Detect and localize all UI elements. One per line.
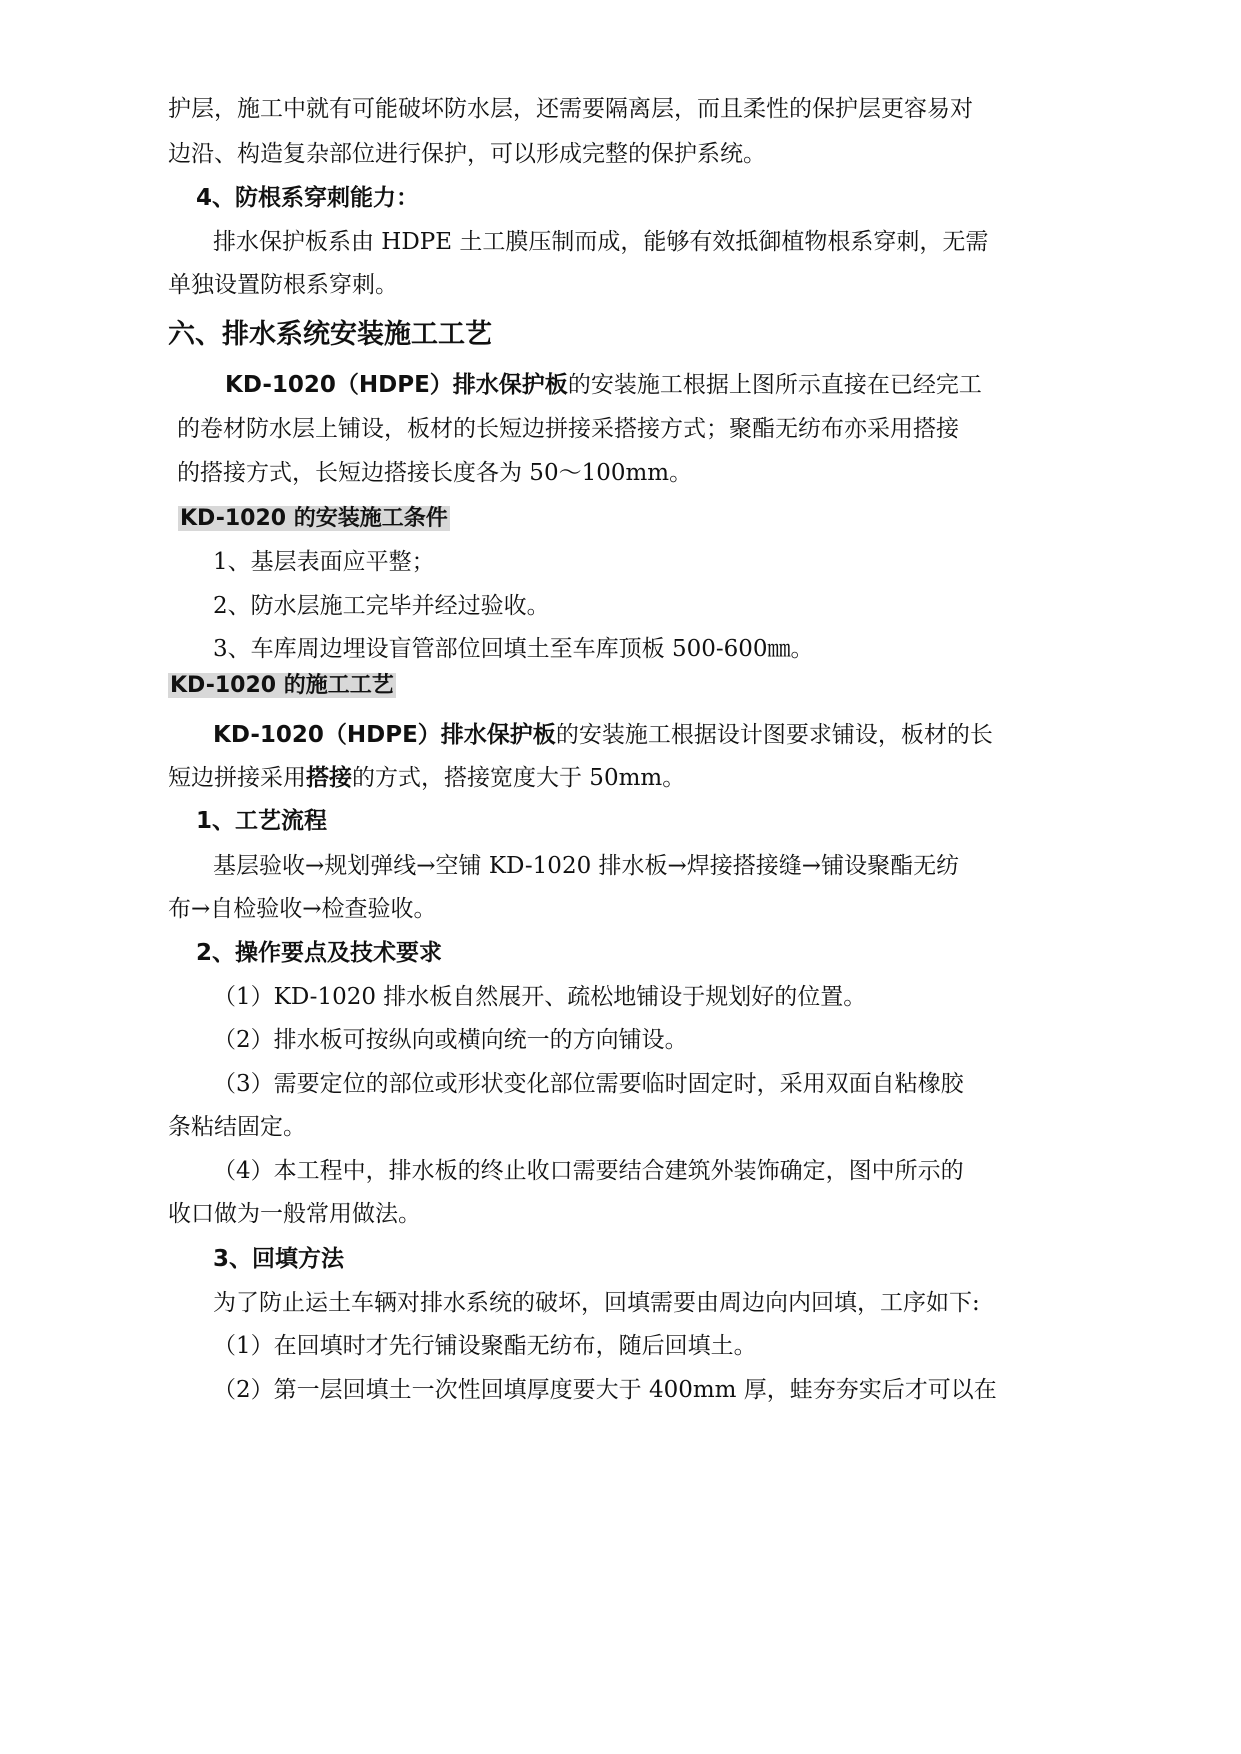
list-item: （2）排水板可按纵向或横向统一的方向铺设。 (213, 1027, 688, 1053)
list-item: （3）需要定位的部位或形状变化部位需要临时固定时，采用双面自粘橡胶 (213, 1071, 964, 1097)
list-item: （1）在回填时才先行铺设聚酯无纺布，随后回填土。 (213, 1333, 757, 1359)
paragraph-text: 短边拼接采用 (168, 765, 306, 791)
paragraph-line: 条粘结固定。 (168, 1114, 306, 1140)
list-item: （2）第一层回填土一次性回填厚度要大于 400mm 厚，蛙夯夯实后才可以在 (213, 1377, 997, 1403)
paragraph-line: 的搭接方式，长短边搭接长度各为 50～100mm。 (177, 460, 693, 486)
paragraph-line: 排水保护板系由 HDPE 土工膜压制而成，能够有效抵御植物根系穿刺，无需 (213, 229, 989, 255)
list-item: 1、基层表面应平整； (213, 549, 435, 575)
highlighted-heading (178, 503, 450, 534)
paragraph-text: 的方式，搭接宽度大于 50mm。 (352, 765, 686, 791)
list-item: 3、车库周边埋设盲管部位回填土至车库顶板 500-600㎜。 (213, 636, 814, 662)
section-heading: 六、排水系统安装施工工艺 (168, 319, 492, 350)
paragraph-text: 的安装施工根据上图所示直接在已经完工 (567, 372, 982, 398)
list-item: 2、防水层施工完毕并经过验收。 (213, 593, 550, 619)
paragraph-line: 基层验收→规划弹线→空铺 KD-1020 排水板→焊接搭接缝→铺设聚酯无纺 (213, 853, 960, 879)
paragraph-line: 护层，施工中就有可能破坏防水层，还需要隔离层，而且柔性的保护层更容易对 (168, 96, 973, 122)
heading-text: KD-1020 的安装施工条件 (180, 506, 448, 531)
subheading: 2、操作要点及技术要求 (196, 940, 443, 966)
list-item: （1）KD-1020 排水板自然展开、疏松地铺设于规划好的位置。 (213, 984, 867, 1010)
product-name: KD-1020（HDPE）排水保护板 (213, 722, 556, 748)
subheading: 3、回填方法 (213, 1246, 345, 1272)
list-item: （4）本工程中，排水板的终止收口需要结合建筑外装饰确定，图中所示的 (213, 1158, 964, 1184)
paragraph-line: 为了防止运土车辆对排水系统的破坏，回填需要由周边向内回填，工序如下: (213, 1290, 980, 1316)
paragraph-line: 单独设置防根系穿刺。 (168, 272, 398, 298)
paragraph-line: 的卷材防水层上铺设，板材的长短边拼接采搭接方式；聚酯无纺布亦采用搭接 (177, 416, 959, 442)
paragraph-line: 收口做为一般常用做法。 (168, 1201, 421, 1227)
product-name: KD-1020（HDPE）排水保护板 (225, 372, 568, 398)
paragraph-line: 边沿、构造复杂部位进行保护，可以形成完整的保护系统。 (168, 141, 766, 167)
paragraph-line: 布→自检验收→检查验收。 (168, 896, 437, 922)
subheading: 1、工艺流程 (196, 808, 328, 834)
heading-text: KD-1020 的施工工艺 (170, 673, 394, 698)
paragraph-line (225, 370, 982, 400)
subheading: 4、防根系穿刺能力： (196, 185, 420, 211)
paragraph-text: 的安装施工根据设计图要求铺设，板材的长 (555, 722, 993, 748)
highlighted-heading (168, 670, 396, 701)
emphasis-text: 搭接 (306, 765, 352, 791)
paragraph-line (213, 720, 993, 750)
paragraph-line (168, 763, 685, 793)
